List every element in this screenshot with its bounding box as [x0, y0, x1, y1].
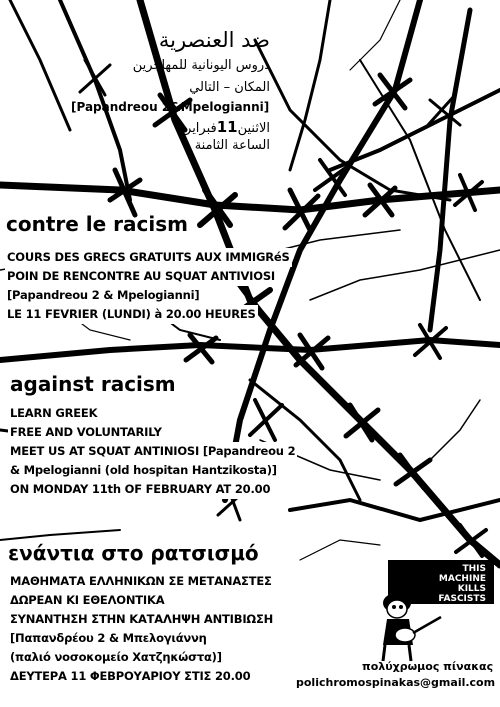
english-line: & Mpelogianni (old hospitan Hantzikosta)] [8, 461, 279, 480]
french-line: POIN DE RENCONTRE AU SQUAT ANTIVIOSI [5, 267, 277, 286]
greek-line: ΣΥΝΑΝΤΗΣΗ ΣΤΗΝ ΚΑΤΑΛΗΨΗ ΑΝΤΙΒΙΩΣΗ [8, 610, 275, 629]
french-line: [Papandreou 2 & Mpelogianni] [5, 286, 201, 305]
greek-line: ΔΕΥΤΕΡΑ 11 ΦΕΒΡΟΥΑΡΙΟΥ ΣΤΙΣ 20.00 [8, 667, 252, 686]
french-line: COURS DES GRECS GRATUITS AUX IMMIGRéS [5, 248, 292, 267]
english-line: FREE AND VOLUNTARILY [8, 423, 164, 442]
greek-line: ΜΑΘΗΜΑΤΑ ΕΛΛΗΝΙΚΩΝ ΣΕ ΜΕΤΑΝΑΣΤΕΣ [8, 572, 274, 591]
english-line: ON MONDAY 11th OF FEBRUARY AT 20.00 [8, 480, 272, 499]
arabic-date-number: 11 [216, 118, 238, 136]
english-line: LEARN GREEK [8, 404, 99, 423]
arabic-line-2: المكان – التالي [189, 80, 270, 95]
arabic-date [185, 118, 270, 136]
arabic-address: [Papandreou 2&Mpelogianni] [71, 100, 270, 114]
arabic-time: الساعة الثامنة [194, 138, 270, 153]
english-heading: against racism [10, 372, 176, 396]
arabic-date-suffix: فبراير [185, 121, 217, 136]
guitar-player-icon [375, 585, 445, 665]
arabic-date-prefix: الاثنين [237, 121, 270, 136]
badge-line-4: FASCISTS [438, 594, 486, 604]
english-line: MEET US AT SQUAT ANTINIOSI [Papandreou 2 [8, 442, 297, 461]
greek-line: ΔΩΡΕΑΝ ΚΙ ΕΘΕΛΟΝΤΙΚΑ [8, 591, 166, 610]
signature-email: polichromospinakas@gmail.com [296, 676, 496, 689]
arabic-line-1: دروس اليونانية للمهاجرين [132, 58, 270, 73]
badge-line-1: THIS [462, 564, 486, 574]
arabic-title: ضد العنصرية [158, 28, 270, 52]
greek-line: (παλιό νοσοκομείο Χατζηκώστα)] [8, 648, 224, 667]
signature-name: πολύχρωμος πίνακας [362, 660, 494, 673]
greek-heading: ενάντια στο ρατσισμό [8, 541, 259, 565]
greek-line: [Παπανδρέου 2 & Μπελογιάννη [8, 629, 209, 648]
french-heading: contre le racism [6, 212, 188, 236]
french-line: LE 11 FEVRIER (LUNDI) à 20.00 HEURES [5, 305, 258, 324]
badge-line-3: KILLS [457, 584, 486, 594]
badge-line-2: MACHINE [438, 574, 486, 584]
